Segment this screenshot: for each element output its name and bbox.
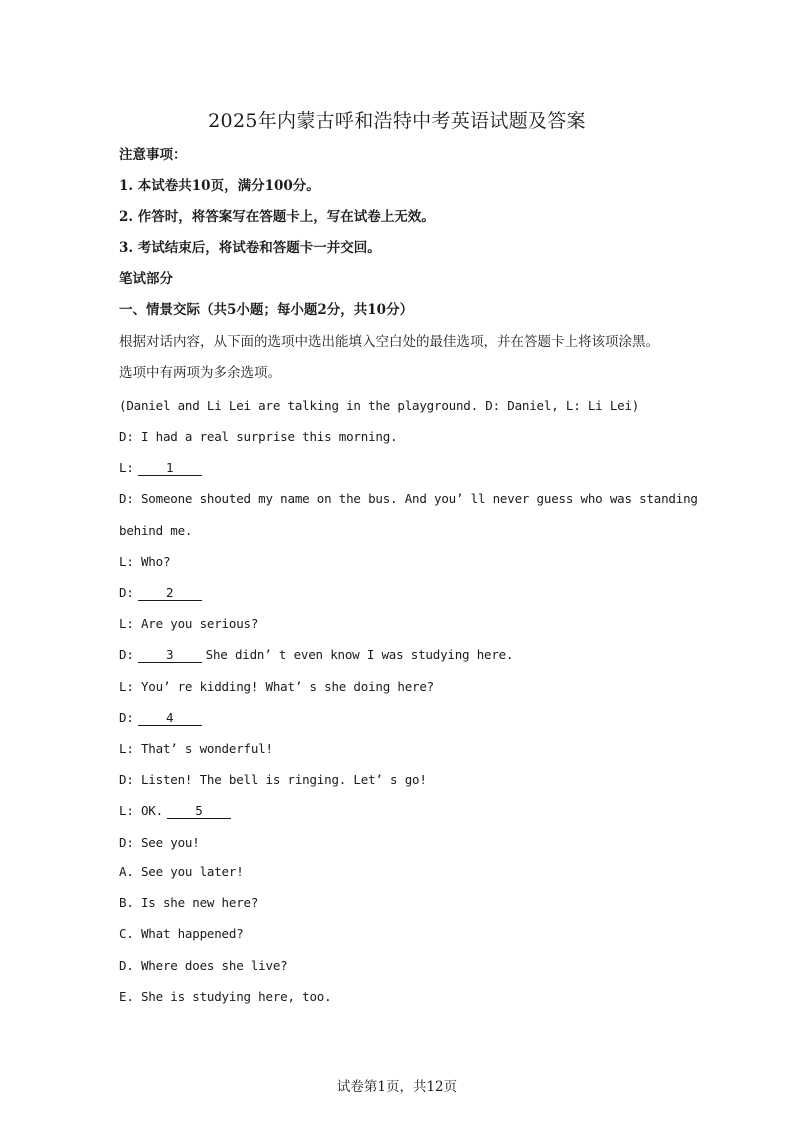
dialogue-line: L: Who? [119, 554, 171, 569]
dialogue-line: D: See you! [119, 835, 200, 850]
option-d: D. Where does she live? [119, 958, 288, 973]
answer-blank-1: 1 [138, 460, 202, 476]
speaker-label: D: [119, 710, 134, 725]
dialogue-text: She didn’ t even know I was studying here. [205, 647, 514, 662]
answer-blank-3: 3 [138, 647, 202, 663]
notice-heading: 注意事项： [119, 147, 187, 163]
dialogue-line: D: Someone shouted my name on the bus. And you’ ll never guess who was standing [119, 491, 698, 506]
dialogue-line-blank-2 [119, 584, 206, 602]
speaker-label: L: [119, 460, 134, 475]
instruction-line-1: 根据对话内容，从下面的选项中选出能填入空白处的最佳选项，并在答题卡上将该项涂黑。 [119, 334, 659, 350]
dialogue-line: L: Are you serious? [119, 616, 259, 631]
answer-blank-5: 5 [167, 803, 231, 819]
dialogue-line-blank-3 [119, 646, 513, 664]
document-title: 2025年内蒙古呼和浩特中考英语试题及答案 [208, 110, 586, 132]
speaker-label: D: [119, 585, 134, 600]
answer-blank-2: 2 [138, 585, 202, 601]
option-b: B. Is she new here? [119, 895, 259, 910]
page-footer: 试卷第1页，共12页 [336, 1079, 458, 1095]
dialogue-line-blank-4 [119, 709, 206, 727]
dialogue-line: D: I had a real surprise this morning. [119, 429, 398, 444]
instruction-line-2: 选项中有两项为多余选项。 [119, 365, 281, 381]
dialogue-line: L: That’ s wonderful! [119, 741, 273, 756]
option-a: A. See you later! [119, 864, 244, 879]
dialogue-line-blank-5 [119, 802, 235, 820]
notice-item-3: 3. 考试结束后，将试卷和答题卡一并交回。 [119, 240, 381, 256]
section-heading: 笔试部分 [119, 271, 173, 287]
dialogue-line: behind me. [119, 523, 193, 538]
option-e: E. She is studying here, too. [119, 989, 332, 1004]
dialogue-intro: (Daniel and Li Lei are talking in the playground. D: Daniel, L: Li Lei) [119, 398, 640, 413]
dialogue-line: D: Listen! The bell is ringing. Let’ s go! [119, 772, 427, 787]
notice-item-2: 2. 作答时，将答案写在答题卡上，写在试卷上无效。 [119, 209, 435, 225]
answer-blank-4: 4 [138, 710, 202, 726]
dialogue-line: L: You’ re kidding! What’ s she doing here? [119, 679, 435, 694]
speaker-label: L: OK. [119, 803, 163, 818]
option-c: C. What happened? [119, 926, 244, 941]
part-title: 一、情景交际（共5小题；每小题2分，共10分） [119, 302, 414, 318]
notice-item-1: 1. 本试卷共10页，满分100分。 [119, 178, 320, 194]
dialogue-line-blank-1 [119, 459, 206, 477]
speaker-label: D: [119, 647, 134, 662]
